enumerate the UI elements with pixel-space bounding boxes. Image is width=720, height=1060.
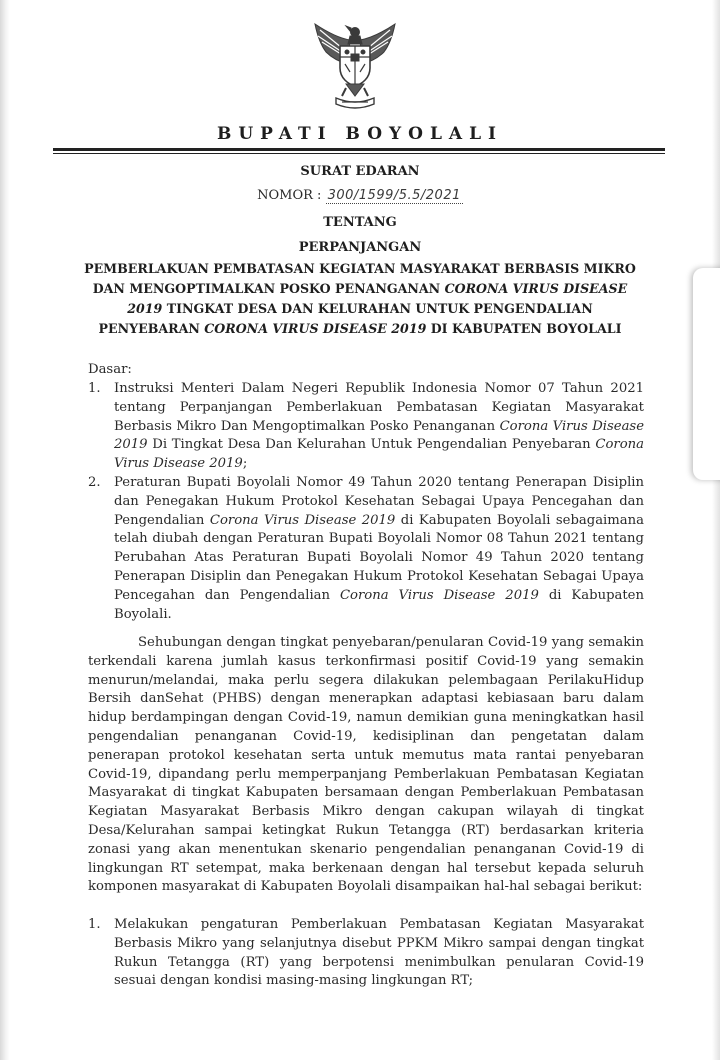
- dasar-item-2: 2. Peraturan Bupati Boyolali Nomor 49 Tahun 2020 tentang Penerapan Disiplin dan Penegakan Hukum Protokol Kesehatan Sebagai Upaya Pencegahan dan Pengendalian Corona Virus Disease 2019 di Kabupaten Boyolali sebagaimana telah diubah dengan Peraturan Bupati Boyolali Nomor 08 Tahun 2021 tentang Perubahan Atas Peraturan Bupati Boyolali Nomor 49 Tahun 2020 tentang Penerapan Disiplin dan Penegakan Hukum Protokol Kesehatan Sebagai Upaya Pencegahan dan Pengendalian Corona Virus Disease 2019 di Kabupaten Boyolali.: [88, 474, 645, 622]
- tentang-label: TENTANG: [323, 215, 397, 230]
- scroll-tab[interactable]: [693, 268, 720, 480]
- header-title: BUPATI BOYOLALI: [216, 124, 503, 144]
- scan-edge-left: [0, 0, 10, 1060]
- subject-line-2: DAN MENGOPTIMALKAN POSKO PENANGANAN CORONA VIRUS DISEASE: [92, 281, 628, 296]
- doc-number: [0, 188, 720, 203]
- nomor-label: NOMOR :: [257, 188, 322, 203]
- main-paragraph: Sehubungan dengan tingkat penyebaran/penularan Covid-19 yang semakin terkendali karena jumlah kasus terkonfirmasi positif Covid-19 yang semakin menurun/melandai, maka perlu segera dilakukan pelembagaan PerilakuHidup Bersih danSehat (PHBS) dengan menerapkan adaptasi kebiasaan baru dalam hidup berdampingan dengan Covid-19, namun demikian guna meningkatkan hasil pengendalian penanganan Covid-19, kedisiplinan dan pengetatan dalam penerapan protokol kesehatan serta untuk memutus mata rantai penyebaran Covid-19, dipandang perlu memperpanjang Pemberlakuan Pembatasan Kegiatan Masyarakat di tingkat Kabupaten bersamaan dengan Pemberlakuan Pembatasan Kegiatan Masyarakat Berbasis Mikro dengan cakupan wilayah di tingkat Desa/Kelurahan sampai ketingkat Rukun Tetangga (RT) berdasarkan kriteria zonasi yang akan menentukan skenario pengendalian penanganan Covid-19 di lingkungan RT setempat, maka berkenaan dengan hal tersebut kepada seluruh komponen masyarakat di Kabupaten Boyolali disampaikan hal-hal sebagai berikut:: [88, 635, 644, 895]
- subject-line-3: 2019 TINGKAT DESA DAN KELURAHAN UNTUK PENGENDALIAN: [127, 301, 593, 316]
- subject-line-1: PEMBERLAKUAN PEMBATASAN KEGIATAN MASYARAKAT BERBASIS MIKRO: [84, 261, 636, 276]
- subject-line-4: PENYEBARAN CORONA VIRUS DISEASE 2019 DI KABUPATEN BOYOLALI: [98, 321, 622, 336]
- points-list: [88, 916, 644, 991]
- garuda-emblem-icon: [312, 22, 398, 110]
- perpanjangan-label: PERPANJANGAN: [298, 240, 422, 255]
- doc-type: SURAT EDARAN: [300, 164, 420, 179]
- dasar-list: [88, 380, 644, 624]
- nomor-value: 300/1599/5.5/2021: [327, 188, 461, 203]
- dasar-label: Dasar:: [88, 362, 132, 377]
- scan-edge-right: [712, 0, 720, 1060]
- subject-title: [60, 259, 660, 339]
- header-rule-thin: [53, 153, 665, 154]
- point-item-1: 1. Melakukan pengaturan Pemberlakuan Pembatasan Kegiatan Masyarakat Berbasis Mikro yang selanjutnya disebut PPKM Mikro sampai dengan tingkat Rukun Tetangga (RT) yang berpotensi menimbulkan penularan Covid-19 sesuai dengan kondisi masing-masing lingkungan RT;: [88, 917, 644, 989]
- dasar-item-1: 1. Instruksi Menteri Dalam Negeri Republik Indonesia Nomor 07 Tahun 2021 tentang Perpanjangan Pemberlakuan Pembatasan Kegiatan Masyarakat Berbasis Mikro Dan Mengoptimalkan Posko Penanganan Corona Virus Disease 2019 Di Tingkat Desa Dan Kelurahan Untuk Pengendalian Penyebaran Corona Virus Disease 2019;: [88, 381, 644, 472]
- header-rule-thick: [53, 148, 665, 151]
